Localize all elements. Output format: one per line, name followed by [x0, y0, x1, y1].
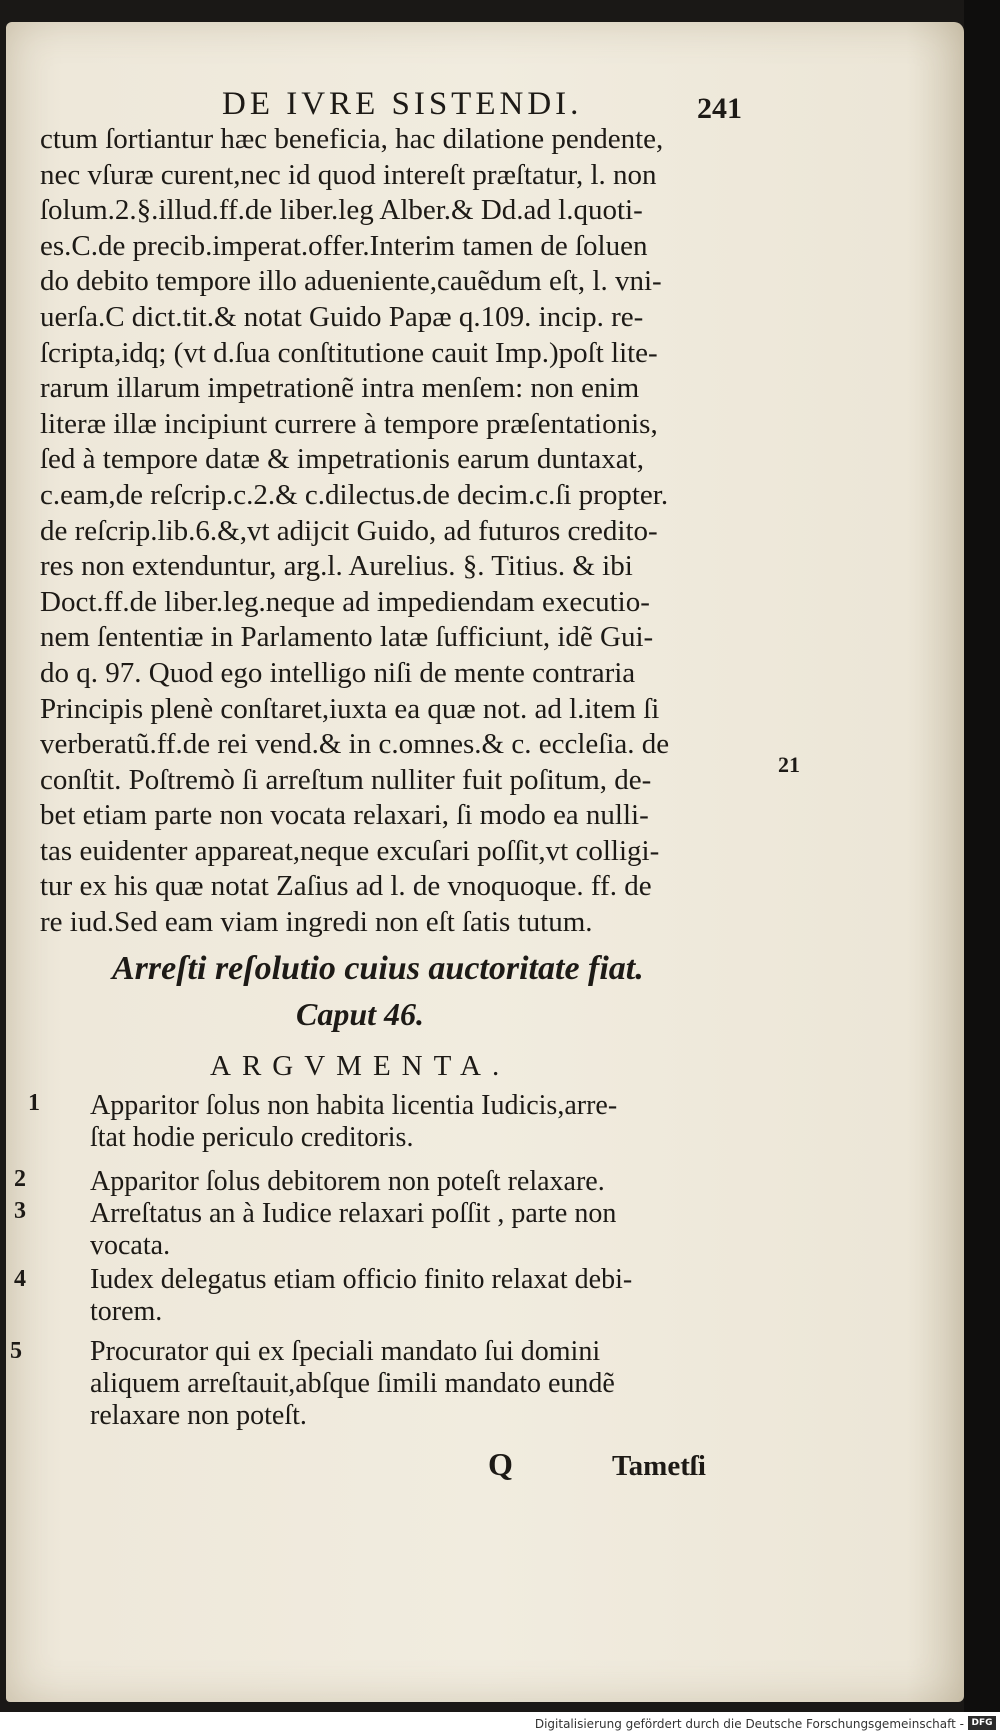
page-number: 241 [697, 92, 742, 125]
text-line: bet etiam parte non vocata relaxari, ſi modo ea nulli- [40, 799, 649, 832]
running-title: DE IVRE SISTENDI. [222, 86, 583, 122]
text-line: Doct.ff.de liber.leg.neque ad impediendam executio- [40, 585, 650, 618]
argument-number: 3 [14, 1198, 26, 1224]
text-line: nec vſuræ curent,nec id quod intereſt præſtatur, l. non [40, 158, 657, 191]
text-line: literæ illæ incipiunt currere à tempore præſentationis, [40, 407, 658, 440]
argument-number: 2 [14, 1166, 26, 1192]
text-line: re iud.Sed eam viam ingredi non eſt ſatis tutum. [40, 906, 593, 939]
text-line: c.eam,de reſcrip.c.2.& c.dilectus.de decim.c.ſi propter. [40, 478, 669, 511]
argument-text: Arreſtatus an à Iudice relaxari poſſit , parte non vocata. [90, 1198, 617, 1261]
argument-number: 1 [28, 1090, 40, 1116]
text-line: nem ſententiæ in Parlamento latæ ſufficiunt, idẽ Gui- [40, 621, 654, 654]
signature-mark: Q [488, 1446, 513, 1482]
dfg-logo: DFG [968, 1716, 996, 1730]
text-line: rarum illarum impetrationẽ intra menſem: non enim [40, 372, 640, 405]
argument-number: 5 [10, 1338, 22, 1364]
margin-note-number: 21 [778, 752, 800, 777]
digitization-credit: Digitalisierung gefördert durch die Deutsche Forschungsgemeinschaft - [534, 1717, 964, 1731]
argument-number: 4 [14, 1266, 26, 1292]
argument-text: Iudex delegatus etiam officio finito relaxat debi- torem. [90, 1264, 633, 1327]
argument-text: Apparitor ſolus non habita licentia Iudicis,arre- ſtat hodie periculo creditoris. [90, 1090, 618, 1153]
argumenta-heading: ARGVMENTA. [210, 1050, 511, 1082]
argument-text: Apparitor ſolus debitorem non poteſt relaxare. [90, 1166, 605, 1197]
chapter-title: Arreſti reſolutio cuius auctoritate fiat. [112, 950, 644, 987]
text-line: res non extenduntur, arg.l. Aurelius. §. Titius. & ibi [40, 550, 633, 583]
text-line: conſtit. Poſtremò ſi arreſtum nulliter fuit poſitum, de- [40, 763, 652, 796]
text-line: tas euidenter appareat,neque excuſari poſſit,vt colligi- [40, 834, 660, 867]
catchword: Tametſi [612, 1450, 706, 1482]
text-line: do q. 97. Quod ego intelligo niſi de mente contraria [40, 656, 636, 689]
body-text [40, 122, 780, 941]
text-line: tur ex his quæ notat Zaſius ad l. de vnoquoque. ff. de [40, 870, 652, 903]
text-line: de reſcrip.lib.6.&,vt adijcit Guido, ad futuros credito- [40, 514, 658, 547]
argument-text: Procurator qui ex ſpeciali mandato ſui domini aliquem arreſtauit,abſque ſimili mandato eundẽ relaxare non poteſt. [90, 1336, 615, 1431]
text-line: ſed à tempore datæ & impetrationis earum duntaxat, [40, 443, 644, 476]
text-line: ctum ſortiantur hæc beneficia, hac dilatione pendente, [40, 123, 664, 155]
chapter-number: Caput 46. [296, 996, 425, 1032]
text-line: do debito tempore illo adueniente,cauẽdum eſt, l. vni- [40, 265, 662, 298]
scan-background-edge [964, 0, 1000, 1736]
text-line: uerſa.C dict.tit.& notat Guido Papæ q.109. incip. re- [40, 300, 644, 333]
text-line: Principis plenè conſtaret,iuxta ea quæ not. ad l.item ſi [40, 692, 660, 725]
text-line: ſcripta,idq; (vt d.ſua conſtitutione cauit Imp.)poſt lite- [40, 336, 658, 369]
text-line: verberatũ.ff.de rei vend.& in c.omnes.& c. eccleſia. de [40, 728, 670, 761]
text-line: ſolum.2.§.illud.ff.de liber.leg Alber.& Dd.ad l.quoti- [40, 194, 643, 227]
text-line: es.C.de precib.imperat.offer.Interim tamen de ſoluen [40, 229, 648, 262]
